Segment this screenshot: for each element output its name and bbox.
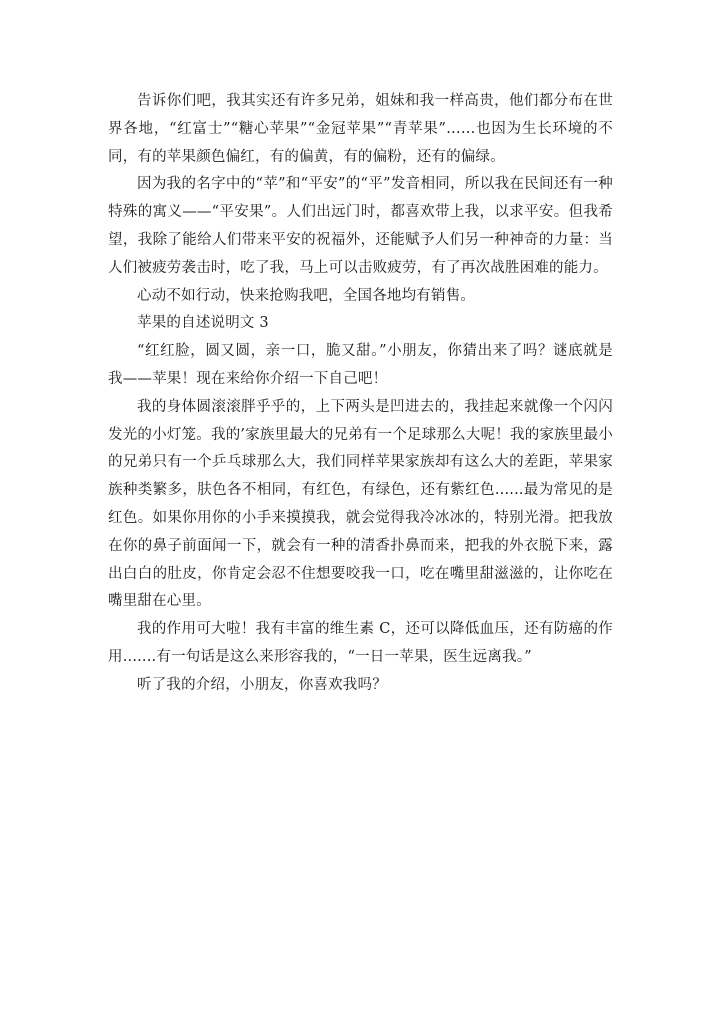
paragraph: 心动不如行动，快来抢购我吧，全国各地均有销售。 (137, 287, 476, 304)
document-body (108, 88, 613, 700)
paragraph: 告诉你们吧，我其实还有许多兄弟，姐妹和我一样高贵，他们都分布在世界各地，“红富士”“糖心苹果”“金冠苹果”“青苹果”……也因为生长环境的不同，有的苹果颜色偏红，有的偏黄，有的偏粉，还有的偏绿。 (108, 93, 613, 165)
paragraph: 我的作用可大啦！我有丰富的维生素 C，还可以降低血压，还有防癌的作用.......有一句话是这么来形容我的，“一日一苹果，医生远离我。” (108, 621, 613, 665)
paragraph: 因为我的名字中的“苹”和“平安”的“平”发音相同，所以我在民间还有一种特殊的寓义——“平安果”。人们出远门时，都喜欢带上我，以求平安。但我希望，我除了能给人们带来平安的祝福外，还能赋予人们另一种神奇的力量：当人们被疲劳袭击时，吃了我，马上可以击败疲劳，有了再次战胜困难的能力。 (108, 176, 613, 276)
paragraph: 听了我的介绍，小朋友，你喜欢我吗？ (137, 676, 387, 693)
section-heading: 苹果的自述说明文 3 (137, 315, 269, 332)
paragraph: 我的身体圆滚滚胖乎乎的，上下两头是凹进去的，我挂起来就像一个闪闪发光的小灯笼。我的’家族里最大的兄弟有一个足球那么大呢！我的家族里最小的兄弟只有一个乒乓球那么大，我们同样苹果家族却有这么大的差距，苹果家族种类繁多，肤色各不相同，有红色，有绿色，还有紫红色......最为常见的是红色。如果你用你的小手来摸摸我，就会觉得我冷冰冰的，特别光滑。把我放在你的鼻子前面闻一下，就会有一种的清香扑鼻而来，把我的外衣脱下来，露出白白的肚皮，你肯定会忍不住想要咬我一口，吃在嘴里甜滋滋的，让你吃在嘴里甜在心里。 (108, 398, 613, 610)
paragraph: “红红脸，圆又圆，亲一口，脆又甜。”小朋友，你猜出来了吗？谜底就是我——苹果！现在来给你介绍一下自己吧！ (108, 343, 613, 387)
